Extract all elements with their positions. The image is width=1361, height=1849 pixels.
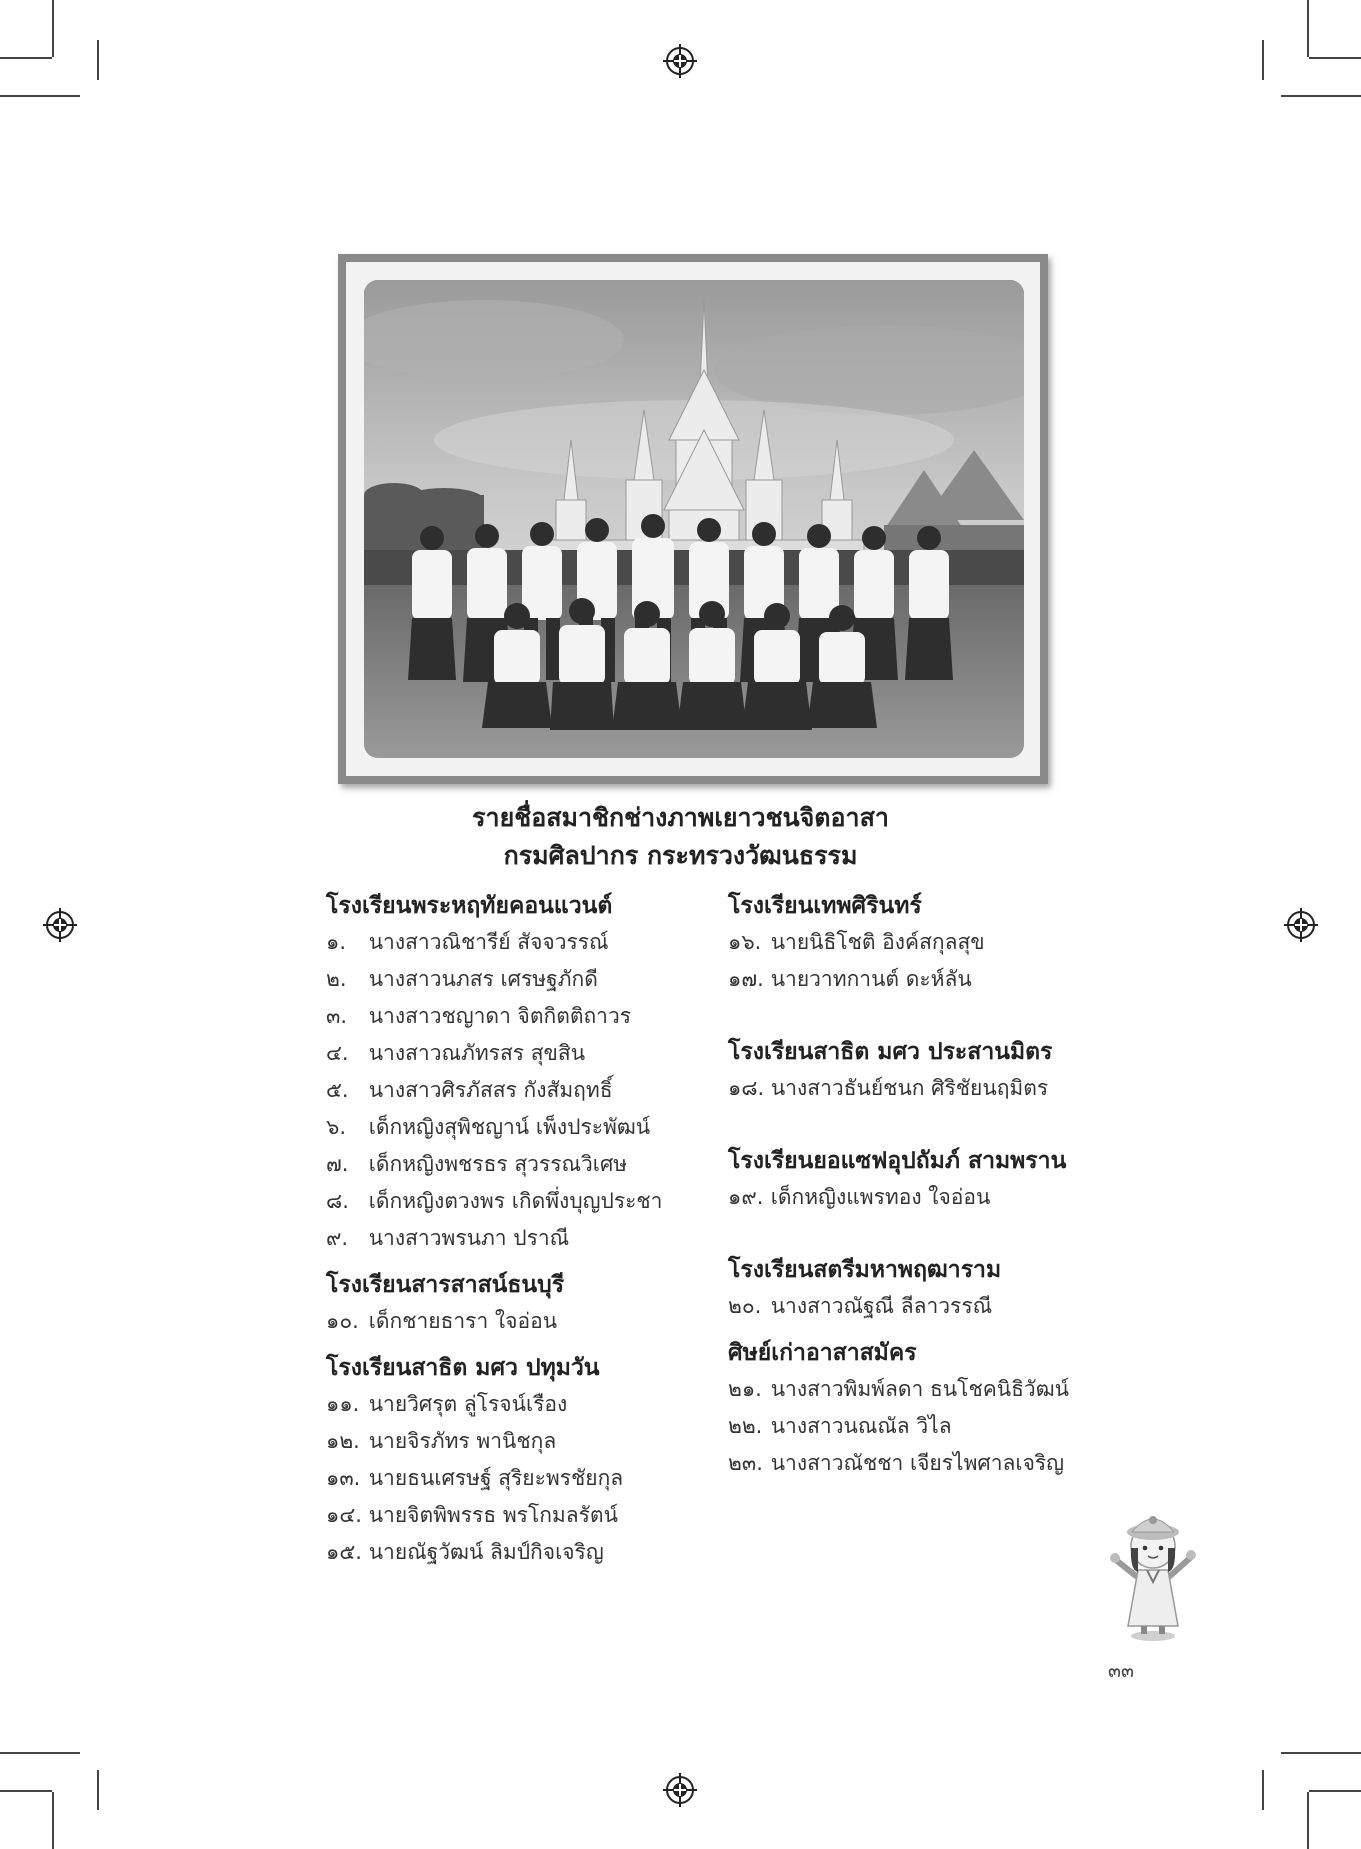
school-heading: โรงเรียนสาธิต มศว ประสานมิตร (728, 1039, 1053, 1065)
registration-mark-icon (663, 1773, 697, 1807)
school-heading: โรงเรียนพระหฤทัยคอนแวนต์ (326, 893, 613, 919)
photo-frame (338, 254, 1048, 784)
list-item: ๕. นางสาวศิรภัสสร กังสัมฤทธิ์ (326, 1078, 613, 1102)
list-item: ๑๗. นายวาทกานต์ ดะห์ลัน (728, 967, 972, 991)
registration-mark-icon (663, 44, 697, 78)
list-item: ๗. เด็กหญิงพชรธร สุวรรณวิเศษ (326, 1152, 628, 1176)
page-title: รายชื่อสมาชิกช่างภาพเยาวชนจิตอาสา (472, 803, 889, 832)
school-heading: โรงเรียนสตรีมหาพฤฒาราม (728, 1257, 1002, 1283)
list-item: ๓. นางสาวชญาดา จิตกิตติถาวร (326, 1004, 632, 1028)
list-item: ๑๖. นายนิธิโชติ อิงค์สกุลสุข (728, 930, 985, 954)
list-item: ๑๒. นายจิรภัทร พานิชกุล (326, 1429, 557, 1453)
list-item: ๑๔. นายจิตพิพรรธ พรโกมลรัตน์ (326, 1503, 618, 1527)
list-item: ๑. นางสาวณิชารีย์ สัจจวรรณ์ (326, 930, 609, 954)
list-item: ๘. เด็กหญิงตวงพร เกิดพึ่งบุญประชา (326, 1189, 663, 1213)
list-item: ๑๕. นายณัฐวัฒน์ ลิมป์กิจเจริญ (326, 1540, 604, 1564)
page-subtitle: กรมศิลปากร กระทรวงวัฒนธรรม (503, 841, 858, 870)
list-item: ๑๘. นางสาวธันย์ชนก ศิริชัยนฤมิตร (728, 1076, 1049, 1100)
list-item: ๑๓. นายธนเศรษฐ์ สุริยะพรชัยกุล (326, 1466, 624, 1490)
page-number: ๓๓ (1108, 1660, 1134, 1682)
list-item: ๒๓. นางสาวณัชชา เจียรไพศาลเจริญ (728, 1451, 1065, 1475)
school-heading: โรงเรียนสารสาสน์ธนบุรี (326, 1272, 565, 1298)
list-item: ๒๑. นางสาวพิมพ์ลดา ธนโชคนิธิวัฒน์ (728, 1377, 1070, 1401)
school-heading: โรงเรียนยอแซฟอุปถัมภ์ สามพราน (728, 1148, 1067, 1174)
list-item: ๑๙. เด็กหญิงแพรทอง ใจอ่อน (728, 1185, 991, 1209)
girl-mascot-icon (1108, 1508, 1198, 1643)
registration-mark-icon (1284, 908, 1318, 942)
right-column (728, 888, 1128, 1482)
list-item: ๙. นางสาวพรนภา ปราณี (326, 1226, 570, 1250)
list-item: ๔. นางสาวณภัทรสร สุขสิน (326, 1041, 586, 1065)
school-heading: ศิษย์เก่าอาสาสมัคร (728, 1340, 917, 1366)
group-photo (364, 280, 1024, 758)
left-column (326, 888, 716, 1571)
school-heading: โรงเรียนเทพศิรินทร์ (728, 893, 922, 919)
registration-mark-icon (43, 908, 77, 942)
list-item: ๑๐. เด็กชายธารา ใจอ่อน (326, 1309, 558, 1333)
list-item: ๑๑. นายวิศรุต ลู่โรจน์เรือง (326, 1392, 568, 1416)
school-heading: โรงเรียนสาธิต มศว ปทุมวัน (326, 1355, 600, 1381)
list-item: ๒๐. นางสาวณัฐณี ลีลาวรรณี (728, 1294, 993, 1318)
list-item: ๖. เด็กหญิงสุพิชญาน์ เพ็งประพัฒน์ (326, 1115, 651, 1139)
list-item: ๒. นางสาวนภสร เศรษฐภักดี (326, 967, 598, 991)
list-item: ๒๒. นางสาวนณณัล วิไล (728, 1414, 952, 1438)
